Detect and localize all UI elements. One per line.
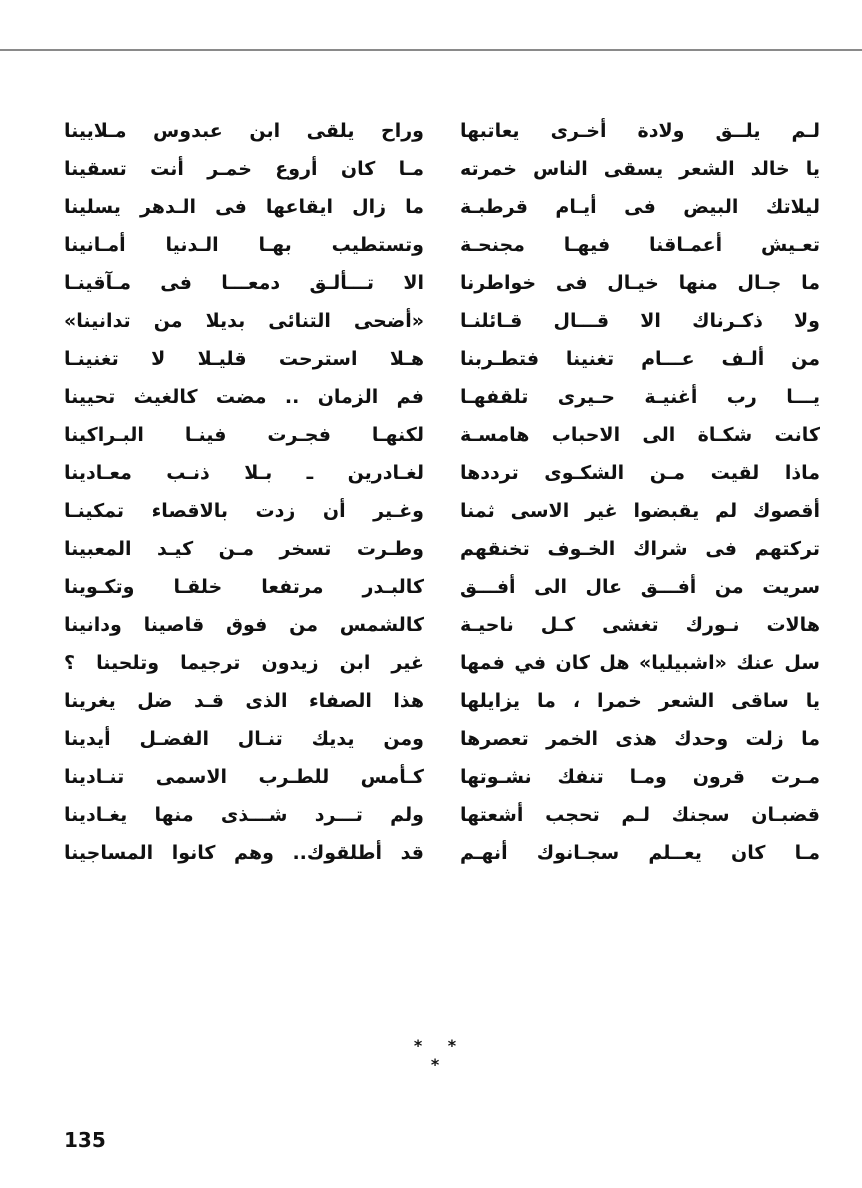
verse-line: ما زلت وحدك هذى الخمر تعصرها [460, 728, 820, 750]
poem-column-right [460, 112, 820, 1032]
verse-line: تركتهم فى شراك الخـوف تخنقهم [460, 538, 820, 560]
verse-line: تعـيش أعمـاقنا فيهـا مجنحـة [460, 234, 820, 256]
verse-line: يـــا رب أغنيـة حـيرى تلقفهـا [460, 386, 820, 408]
verse-line: مـرت قرون ومـا تنفك نشـوتها [460, 766, 820, 788]
verse-line: سريت من أفـــق عال الى أفـــق [460, 576, 820, 598]
verse-line: الا تـــألـق دمعـــا فى مـآقينـا [64, 272, 424, 294]
verse-line: «أضحى التنائى بديلا من تدانينا» [64, 310, 424, 332]
verse-line: هـلا استرحت قليـلا لا تغنينـا [64, 348, 424, 370]
verse-line: وراح يلقى ابن عبدوس مـلايينا [64, 120, 424, 142]
verse-line: لكنهـا فجـرت فينـا البـراكينا [64, 424, 424, 446]
verse-line: قد أطلقوك.. وهم كانوا المساجينا [64, 842, 424, 864]
verse-line: كالبـدر مرتفعا خلقـا وتكـوينا [64, 576, 424, 598]
verse-line: ليلاتك البيض فى أيـام قرطبـة [460, 196, 820, 218]
verse-line: أقصوك لم يقبضوا غير الاسى ثمنا [460, 500, 820, 522]
verse-line: كانت شكـاة الى الاحباب هامسـة [460, 424, 820, 446]
verse-line: وطـرت تسخر مـن كيـد المعبينا [64, 538, 424, 560]
verse-line: هذا الصفاء الذى قـد ضل يغرينا [64, 690, 424, 712]
verse-line: ولم تـــرد شـــذى منها يغـادينا [64, 804, 424, 826]
verse-line: ماذا لقيت مـن الشكـوى ترددها [460, 462, 820, 484]
verse-line: يا ساقى الشعر خمرا ، ما يزايلها [460, 690, 820, 712]
verse-line: سل عنك «اشبيليا» هل كان في فمها [460, 652, 820, 674]
verse-line: ما زال ايقاعها فى الـدهر يسلينا [64, 196, 424, 218]
verse-line: وتستطيب بهـا الـدنيا أمـانينا [64, 234, 424, 256]
verse-line: لـم يلــق ولادة أخـرى يعاتبها [460, 120, 820, 142]
verse-line: وغـير أن زدت بالاقصاء تمكينـا [64, 500, 424, 522]
section-separator: * * * [413, 1036, 467, 1074]
verse-line: مـا كان أروع خمـر أنت تسقينا [64, 158, 424, 180]
verse-line: يا خالد الشعر يسقى الناس خمرته [460, 158, 820, 180]
verse-line: كـأمس للطـرب الاسمى تنـادينا [64, 766, 424, 788]
poem-column-left [64, 112, 424, 1032]
header-rule [0, 49, 862, 51]
verse-line: قضبـان سجنك لـم تحجب أشعتها [460, 804, 820, 826]
verse-line: لغـادرين ـ بـلا ذنـب معـادينا [64, 462, 424, 484]
verse-line: غير ابن زيدون ترجيما وتلحينا ؟ [64, 652, 424, 674]
verse-line: كالشمس من فوق قاصينا ودانينا [64, 614, 424, 636]
verse-line: ولا ذكـرناك الا قـــال قـائلنـا [460, 310, 820, 332]
verse-line: ومن يديك تنـال الفضـل أيدينا [64, 728, 424, 750]
verse-line: مـا كان يعــلم سجـانوك أنهـم [460, 842, 820, 864]
verse-line: فم الزمان .. مضت كالغيث تحيينا [64, 386, 424, 408]
verse-line: هالات نـورك تغشى كـل ناحيـة [460, 614, 820, 636]
verse-line: ما جـال منها خيـال فى خواطرنا [460, 272, 820, 294]
verse-line: من ألـف عـــام تغنينا فتطـربنا [460, 348, 820, 370]
page-number: 135 [64, 1128, 106, 1152]
